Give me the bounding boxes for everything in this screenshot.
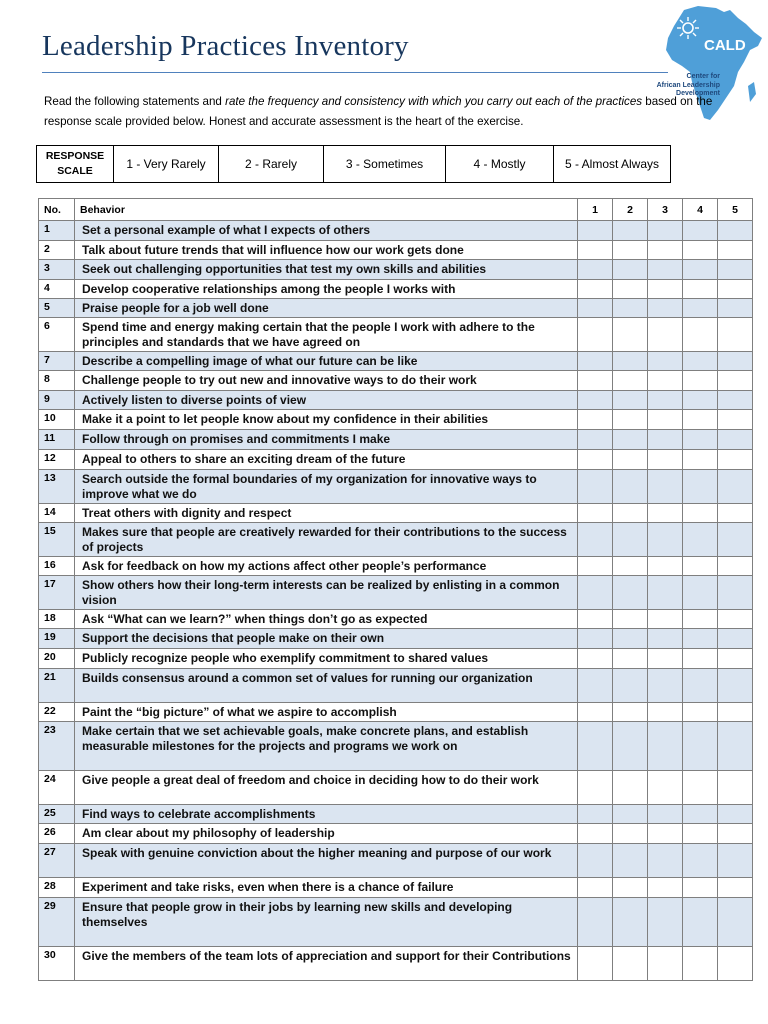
rating-cell-5[interactable] — [718, 669, 753, 703]
rating-cell-3[interactable] — [648, 669, 683, 703]
rating-cell-3[interactable] — [648, 878, 683, 898]
rating-cell-3[interactable] — [648, 898, 683, 947]
table-row — [39, 470, 753, 504]
rating-cell-1[interactable] — [578, 391, 613, 410]
rating-cell-3[interactable] — [648, 299, 683, 318]
logo-tagline-line: African Leadership — [656, 81, 720, 89]
rating-cell-3[interactable] — [648, 649, 683, 669]
rating-cell-5[interactable] — [718, 576, 753, 610]
rating-cell-4[interactable] — [683, 703, 718, 722]
rating-cell-3[interactable] — [648, 576, 683, 610]
table-row — [39, 430, 753, 450]
table-header-row — [39, 199, 753, 221]
row-number: 12 — [39, 450, 75, 470]
row-number: 7 — [39, 352, 75, 371]
response-option: 5 - Almost Always — [554, 146, 671, 183]
rating-cell-2[interactable] — [613, 470, 648, 504]
behavior-text: Search outside the formal boundaries of my organization for innovative ways to improve what we do — [75, 470, 578, 504]
rating-cell-4[interactable] — [683, 391, 718, 410]
row-number: 30 — [39, 947, 75, 981]
rating-cell-2[interactable] — [613, 844, 648, 878]
rating-cell-5[interactable] — [718, 771, 753, 805]
island-shape — [748, 82, 756, 102]
rating-cell-2[interactable] — [613, 610, 648, 629]
rating-cell-3[interactable] — [648, 352, 683, 371]
rating-cell-5[interactable] — [718, 280, 753, 299]
rating-cell-5[interactable] — [718, 805, 753, 824]
behavior-text: Follow through on promises and commitments I make — [75, 430, 578, 450]
rating-cell-5[interactable] — [718, 299, 753, 318]
rating-cell-4[interactable] — [683, 576, 718, 610]
rating-cell-3[interactable] — [648, 557, 683, 576]
rating-cell-4[interactable] — [683, 771, 718, 805]
rating-cell-3[interactable] — [648, 430, 683, 450]
rating-cell-4[interactable] — [683, 280, 718, 299]
rating-cell-2[interactable] — [613, 947, 648, 981]
column-header-rating-2: 2 — [613, 199, 648, 221]
rating-cell-1[interactable] — [578, 299, 613, 318]
behavior-text: Ask for feedback on how my actions affect other people’s performance — [75, 557, 578, 576]
row-number: 8 — [39, 371, 75, 391]
response-scale-table — [36, 145, 671, 183]
row-number: 13 — [39, 470, 75, 504]
behavior-text: Set a personal example of what I expects of others — [75, 221, 578, 241]
rating-cell-1[interactable] — [578, 649, 613, 669]
rating-cell-2[interactable] — [613, 241, 648, 260]
behavior-text: Makes sure that people are creatively rewarded for their contributions to the success of projects — [75, 523, 578, 557]
rating-cell-4[interactable] — [683, 824, 718, 844]
rating-cell-3[interactable] — [648, 703, 683, 722]
rating-cell-5[interactable] — [718, 470, 753, 504]
rating-cell-4[interactable] — [683, 299, 718, 318]
row-number: 23 — [39, 722, 75, 771]
rating-cell-2[interactable] — [613, 722, 648, 771]
row-number: 11 — [39, 430, 75, 450]
table-row — [39, 410, 753, 430]
rating-cell-3[interactable] — [648, 391, 683, 410]
rating-cell-2[interactable] — [613, 557, 648, 576]
rating-cell-3[interactable] — [648, 280, 683, 299]
rating-cell-2[interactable] — [613, 669, 648, 703]
table-row — [39, 450, 753, 470]
rating-cell-1[interactable] — [578, 629, 613, 649]
rating-cell-4[interactable] — [683, 450, 718, 470]
rating-cell-4[interactable] — [683, 557, 718, 576]
response-option: 2 - Rarely — [219, 146, 324, 183]
rating-cell-5[interactable] — [718, 824, 753, 844]
rating-cell-4[interactable] — [683, 470, 718, 504]
logo-tagline-line: Development — [676, 90, 720, 97]
table-row — [39, 576, 753, 610]
behavior-text: Talk about future trends that will influence how our work gets done — [75, 241, 578, 260]
rating-cell-4[interactable] — [683, 241, 718, 260]
rating-cell-4[interactable] — [683, 649, 718, 669]
rating-cell-5[interactable] — [718, 430, 753, 450]
rating-cell-1[interactable] — [578, 371, 613, 391]
table-row — [39, 844, 753, 878]
row-number: 2 — [39, 241, 75, 260]
row-number: 18 — [39, 610, 75, 629]
rating-cell-4[interactable] — [683, 318, 718, 352]
rating-cell-3[interactable] — [648, 805, 683, 824]
rating-cell-5[interactable] — [718, 221, 753, 241]
behavior-text: Publicly recognize people who exemplify commitment to shared values — [75, 649, 578, 669]
rating-cell-2[interactable] — [613, 410, 648, 430]
rating-cell-3[interactable] — [648, 470, 683, 504]
response-option: 1 - Very Rarely — [114, 146, 219, 183]
rating-cell-4[interactable] — [683, 610, 718, 629]
logo-text: CALD — [704, 37, 746, 54]
behavior-text: Spend time and energy making certain that the people I work with adhere to the principles and standards that we have agreed on — [75, 318, 578, 352]
table-row — [39, 241, 753, 260]
table-row — [39, 318, 753, 352]
row-number: 27 — [39, 844, 75, 878]
column-header-rating-4: 4 — [683, 199, 718, 221]
rating-cell-5[interactable] — [718, 898, 753, 947]
rating-cell-1[interactable] — [578, 824, 613, 844]
rating-cell-1[interactable] — [578, 221, 613, 241]
rating-cell-2[interactable] — [613, 576, 648, 610]
row-number: 29 — [39, 898, 75, 947]
rating-cell-1[interactable] — [578, 504, 613, 523]
row-number: 16 — [39, 557, 75, 576]
rating-cell-2[interactable] — [613, 221, 648, 241]
rating-cell-3[interactable] — [648, 844, 683, 878]
instructions-text: Read the following statements and — [44, 95, 226, 108]
rating-cell-1[interactable] — [578, 470, 613, 504]
instructions-paragraph — [44, 92, 734, 132]
rating-cell-1[interactable] — [578, 557, 613, 576]
rating-cell-5[interactable] — [718, 703, 753, 722]
table-row — [39, 722, 753, 771]
rating-cell-4[interactable] — [683, 947, 718, 981]
table-row — [39, 824, 753, 844]
row-number: 6 — [39, 318, 75, 352]
rating-cell-5[interactable] — [718, 504, 753, 523]
behavior-text: Ensure that people grow in their jobs by learning new skills and developing themselves — [75, 898, 578, 947]
row-number: 21 — [39, 669, 75, 703]
rating-cell-2[interactable] — [613, 391, 648, 410]
table-row — [39, 299, 753, 318]
table-row — [39, 280, 753, 299]
rating-cell-3[interactable] — [648, 629, 683, 649]
rating-cell-2[interactable] — [613, 299, 648, 318]
table-row — [39, 878, 753, 898]
rating-cell-1[interactable] — [578, 878, 613, 898]
rating-cell-2[interactable] — [613, 352, 648, 371]
rating-cell-1[interactable] — [578, 722, 613, 771]
behavior-text: Support the decisions that people make on their own — [75, 629, 578, 649]
row-number: 5 — [39, 299, 75, 318]
table-row — [39, 260, 753, 280]
rating-cell-1[interactable] — [578, 844, 613, 878]
rating-cell-5[interactable] — [718, 610, 753, 629]
rating-cell-5[interactable] — [718, 410, 753, 430]
row-number: 28 — [39, 878, 75, 898]
rating-cell-1[interactable] — [578, 450, 613, 470]
behavior-text: Find ways to celebrate accomplishments — [75, 805, 578, 824]
table-row — [39, 649, 753, 669]
response-option: 3 - Sometimes — [324, 146, 446, 183]
row-number: 15 — [39, 523, 75, 557]
rating-cell-3[interactable] — [648, 450, 683, 470]
column-header-behavior: Behavior — [75, 199, 578, 221]
rating-cell-2[interactable] — [613, 629, 648, 649]
rating-cell-5[interactable] — [718, 722, 753, 771]
rating-cell-2[interactable] — [613, 898, 648, 947]
response-option: 4 - Mostly — [446, 146, 554, 183]
table-row — [39, 504, 753, 523]
rating-cell-5[interactable] — [718, 352, 753, 371]
page-title: Leadership Practices Inventory — [42, 30, 409, 62]
rating-cell-2[interactable] — [613, 371, 648, 391]
rating-cell-2[interactable] — [613, 649, 648, 669]
rating-cell-3[interactable] — [648, 947, 683, 981]
rating-cell-1[interactable] — [578, 576, 613, 610]
row-number: 4 — [39, 280, 75, 299]
behavior-text: Paint the “big picture” of what we aspire to accomplish — [75, 703, 578, 722]
inventory-body — [39, 221, 753, 981]
rating-cell-2[interactable] — [613, 824, 648, 844]
table-row — [39, 610, 753, 629]
rating-cell-2[interactable] — [613, 805, 648, 824]
rating-cell-2[interactable] — [613, 450, 648, 470]
rating-cell-4[interactable] — [683, 722, 718, 771]
behavior-text: Challenge people to try out new and innovative ways to do their work — [75, 371, 578, 391]
inventory-table — [38, 198, 753, 981]
column-header-rating-3: 3 — [648, 199, 683, 221]
rating-cell-4[interactable] — [683, 260, 718, 280]
rating-cell-5[interactable] — [718, 241, 753, 260]
rating-cell-3[interactable] — [648, 221, 683, 241]
rating-cell-2[interactable] — [613, 504, 648, 523]
rating-cell-5[interactable] — [718, 947, 753, 981]
rating-cell-4[interactable] — [683, 352, 718, 371]
behavior-text: Make certain that we set achievable goals, make concrete plans, and establish measurable milestones for the projects and programs we work on — [75, 722, 578, 771]
rating-cell-2[interactable] — [613, 260, 648, 280]
rating-cell-4[interactable] — [683, 410, 718, 430]
table-row — [39, 391, 753, 410]
rating-cell-1[interactable] — [578, 669, 613, 703]
behavior-text: Give the members of the team lots of appreciation and support for their Contributions — [75, 947, 578, 981]
rating-cell-4[interactable] — [683, 504, 718, 523]
rating-cell-3[interactable] — [648, 241, 683, 260]
rating-cell-4[interactable] — [683, 629, 718, 649]
behavior-text: Appeal to others to share an exciting dream of the future — [75, 450, 578, 470]
behavior-text: Speak with genuine conviction about the higher meaning and purpose of our work — [75, 844, 578, 878]
rating-cell-2[interactable] — [613, 523, 648, 557]
rating-cell-5[interactable] — [718, 318, 753, 352]
rating-cell-3[interactable] — [648, 260, 683, 280]
column-header-no: No. — [39, 199, 75, 221]
rating-cell-4[interactable] — [683, 898, 718, 947]
behavior-text: Treat others with dignity and respect — [75, 504, 578, 523]
table-row — [39, 898, 753, 947]
rating-cell-3[interactable] — [648, 610, 683, 629]
row-number: 9 — [39, 391, 75, 410]
behavior-text: Describe a compelling image of what our future can be like — [75, 352, 578, 371]
rating-cell-5[interactable] — [718, 649, 753, 669]
rating-cell-1[interactable] — [578, 947, 613, 981]
rating-cell-2[interactable] — [613, 878, 648, 898]
rating-cell-5[interactable] — [718, 629, 753, 649]
rating-cell-4[interactable] — [683, 805, 718, 824]
row-number: 17 — [39, 576, 75, 610]
rating-cell-2[interactable] — [613, 430, 648, 450]
rating-cell-1[interactable] — [578, 410, 613, 430]
behavior-text: Experiment and take risks, even when there is a chance of failure — [75, 878, 578, 898]
rating-cell-5[interactable] — [718, 391, 753, 410]
behavior-text: Give people a great deal of freedom and choice in deciding how to do their work — [75, 771, 578, 805]
instructions-text: based on the response scale provided below. Honest and accurate assessment is the heart of the exercise. — [44, 95, 713, 128]
rating-cell-5[interactable] — [718, 557, 753, 576]
behavior-text: Show others how their long-term interests can be realized by enlisting in a common vision — [75, 576, 578, 610]
rating-cell-1[interactable] — [578, 805, 613, 824]
table-row — [39, 771, 753, 805]
behavior-text: Make it a point to let people know about my confidence in their abilities — [75, 410, 578, 430]
rating-cell-1[interactable] — [578, 318, 613, 352]
rating-cell-1[interactable] — [578, 280, 613, 299]
rating-cell-1[interactable] — [578, 771, 613, 805]
rating-cell-1[interactable] — [578, 610, 613, 629]
column-header-rating-5: 5 — [718, 199, 753, 221]
table-row — [39, 629, 753, 649]
row-number: 22 — [39, 703, 75, 722]
behavior-text: Actively listen to diverse points of view — [75, 391, 578, 410]
table-row — [39, 805, 753, 824]
column-header-rating-1: 1 — [578, 199, 613, 221]
rating-cell-3[interactable] — [648, 410, 683, 430]
response-scale-header: RESPONSE SCALE — [37, 146, 114, 183]
table-row — [39, 523, 753, 557]
rating-cell-3[interactable] — [648, 371, 683, 391]
rating-cell-1[interactable] — [578, 523, 613, 557]
row-number: 10 — [39, 410, 75, 430]
rating-cell-4[interactable] — [683, 523, 718, 557]
rating-cell-5[interactable] — [718, 260, 753, 280]
rating-cell-4[interactable] — [683, 878, 718, 898]
rating-cell-5[interactable] — [718, 878, 753, 898]
row-number: 25 — [39, 805, 75, 824]
table-row — [39, 557, 753, 576]
behavior-text: Ask “What can we learn?” when things don’t go as expected — [75, 610, 578, 629]
row-number: 3 — [39, 260, 75, 280]
rating-cell-3[interactable] — [648, 523, 683, 557]
rating-cell-5[interactable] — [718, 371, 753, 391]
rating-cell-3[interactable] — [648, 771, 683, 805]
table-row — [39, 669, 753, 703]
row-number: 26 — [39, 824, 75, 844]
rating-cell-4[interactable] — [683, 371, 718, 391]
rating-cell-1[interactable] — [578, 260, 613, 280]
rating-cell-3[interactable] — [648, 722, 683, 771]
row-number: 14 — [39, 504, 75, 523]
instructions-emphasis: rate the frequency and consistency with which you carry out each of the practices — [225, 95, 643, 108]
table-row — [39, 947, 753, 981]
table-row — [39, 221, 753, 241]
rating-cell-1[interactable] — [578, 898, 613, 947]
row-number: 19 — [39, 629, 75, 649]
rating-cell-3[interactable] — [648, 318, 683, 352]
rating-cell-3[interactable] — [648, 504, 683, 523]
logo-tagline-line: Center for — [686, 73, 720, 80]
rating-cell-4[interactable] — [683, 669, 718, 703]
behavior-text: Seek out challenging opportunities that test my own skills and abilities — [75, 260, 578, 280]
row-number: 1 — [39, 221, 75, 241]
behavior-text: Develop cooperative relationships among the people I works with — [75, 280, 578, 299]
rating-cell-2[interactable] — [613, 280, 648, 299]
rating-cell-5[interactable] — [718, 844, 753, 878]
rating-cell-4[interactable] — [683, 844, 718, 878]
table-row — [39, 371, 753, 391]
rating-cell-1[interactable] — [578, 430, 613, 450]
rating-cell-2[interactable] — [613, 318, 648, 352]
rating-cell-3[interactable] — [648, 824, 683, 844]
rating-cell-5[interactable] — [718, 450, 753, 470]
row-number: 20 — [39, 649, 75, 669]
rating-cell-5[interactable] — [718, 523, 753, 557]
rating-cell-1[interactable] — [578, 703, 613, 722]
rating-cell-2[interactable] — [613, 703, 648, 722]
rating-cell-1[interactable] — [578, 352, 613, 371]
behavior-text: Praise people for a job well done — [75, 299, 578, 318]
rating-cell-4[interactable] — [683, 430, 718, 450]
row-number: 24 — [39, 771, 75, 805]
table-row — [39, 703, 753, 722]
rating-cell-1[interactable] — [578, 241, 613, 260]
behavior-text: Builds consensus around a common set of values for running our organization — [75, 669, 578, 703]
table-row — [39, 352, 753, 371]
rating-cell-2[interactable] — [613, 771, 648, 805]
title-divider — [42, 72, 668, 73]
behavior-text: Am clear about my philosophy of leadership — [75, 824, 578, 844]
rating-cell-4[interactable] — [683, 221, 718, 241]
